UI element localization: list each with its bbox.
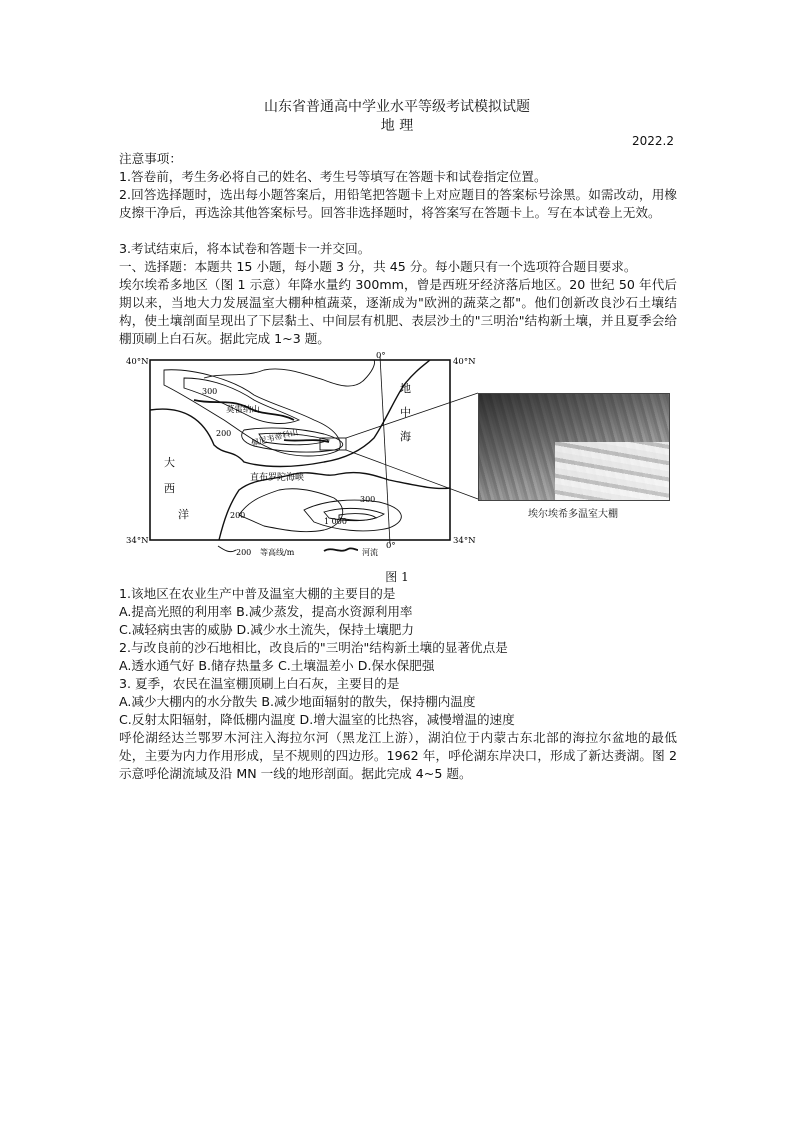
- lat-label: 40°N: [453, 357, 476, 367]
- connector-line: [346, 450, 478, 499]
- contour-value: 300: [360, 495, 376, 504]
- study-area-box: [320, 438, 346, 450]
- lon-label: 0°: [376, 351, 386, 361]
- mountain-label: 佩尼韦蒂科山: [250, 427, 300, 448]
- greenhouse-photo: [478, 393, 670, 501]
- strait-label: 直布罗陀海峡: [250, 473, 305, 483]
- river: [284, 440, 329, 442]
- contour-value: 200: [216, 429, 232, 438]
- contour-value: 300: [202, 387, 218, 396]
- iberia-coastline: [150, 360, 430, 467]
- question-3-options: C.反射太阳辐射，降低棚内温度 D.增大温室的比热容，减慢增温的速度: [119, 712, 515, 727]
- legend-river-label: 河流: [362, 548, 378, 557]
- question-2-stem: 2.与改良前的沙石地相比，改良后的"三明治"结构新土壤的显著优点是: [119, 640, 508, 655]
- question-1-options: A.提高光照的利用率 B.减少蒸发，提高水资源利用率: [119, 604, 413, 619]
- exam-date: 2022.2: [632, 134, 674, 148]
- notice-item-3: 3.考试结束后，将本试卷和答题卡一并交回。: [119, 241, 371, 256]
- sea-label: 地: [400, 382, 411, 395]
- ocean-label: 洋: [178, 508, 189, 521]
- exam-title: 山东省普通高中学业水平等级考试模拟试题: [264, 99, 530, 115]
- figure-1: [124, 350, 674, 582]
- question-1-options: C.减轻病虫害的威胁 D.减少水土流失，保持土壤肥力: [119, 622, 414, 637]
- notice-heading: 注意事项：: [119, 151, 182, 166]
- legend-contour-label: 等高线/m: [260, 548, 295, 557]
- ocean-label: 西: [164, 482, 175, 495]
- sea-label: 海: [400, 430, 411, 443]
- connector-line: [346, 393, 478, 438]
- passage-2: 呼伦湖经达兰鄂罗木河注入海拉尔河（黑龙江上游），湖泊位于内蒙古东北部的海拉尔盆地的最低处，主要为内力作用形成，呈不规则的四边形。1962 年，呼伦湖东岸决口，形成了新达赉湖。图 2 示意呼伦湖流域及沿 MN 一线的地形剖面。据此完成 4~5 题。: [119, 730, 677, 781]
- question-1-stem: 1.该地区在农业生产中普及温室大棚的主要目的是: [119, 586, 396, 601]
- lat-label: 40°N: [126, 357, 149, 367]
- question-3-options: A.减少大棚内的水分散失 B.减少地面辐射的散失，保持棚内温度: [119, 694, 476, 709]
- legend-contour-symbol: [218, 546, 236, 552]
- photo-caption: 埃尔埃希多温室大棚: [528, 509, 618, 520]
- figure-caption: 图 1: [385, 570, 409, 584]
- contour-line: [304, 500, 401, 531]
- passage-1: 埃尔埃希多地区（图 1 示意）年降水量约 300mm，曾是西班牙经济落后地区。20 世纪 50 年代后期以来，当地大力发展温室大棚种植蔬菜，逐渐成为"欧洲的蔬菜之都"。他们创新改良沙石土壤结构，使土壤剖面呈现出了下层黏土、中间层有机肥、表层沙土的"三明治"结构新土壤，并且夏季会给棚顶刷上白石灰。据此完成 1~3 题。: [119, 277, 677, 346]
- lat-label: 34°N: [453, 536, 476, 546]
- ocean-label: 大: [164, 456, 175, 469]
- lat-label: 34°N: [126, 536, 149, 546]
- sea-label: 中: [400, 406, 411, 419]
- legend-contour-value: 200: [236, 548, 252, 557]
- lon-label: 0°: [386, 541, 396, 551]
- section-intro: 一、选择题：本题共 15 小题，每小题 3 分，共 45 分。每小题只有一个选项符合题目要求。: [119, 259, 637, 274]
- contour-value: 1 000: [324, 517, 347, 526]
- exam-subject: 地 理: [380, 118, 414, 134]
- notice-item-2: 2.回答选择题时，选出每小题答案后，用铅笔把答题卡上对应题目的答案标号涂黑。如需改动，用橡皮擦干净后，再选涂其他答案标号。回答非选择题时，将答案写在答题卡上。写在本试卷上无效。: [119, 187, 677, 220]
- contour-value: 200: [230, 511, 246, 520]
- question-3-stem: 3. 夏季，农民在温室棚顶刷上白石灰，主要目的是: [119, 676, 400, 691]
- notice-item-1: 1.答卷前，考生务必将自己的姓名、考生号等填写在答题卡和试卷指定位置。: [119, 169, 547, 184]
- question-2-options: A.透水通气好 B.储存热量多 C.土壤温差小 D.保水保肥强: [119, 658, 435, 673]
- mountain-label: 莫雷纳山: [226, 405, 261, 415]
- legend-river-symbol: [324, 548, 358, 551]
